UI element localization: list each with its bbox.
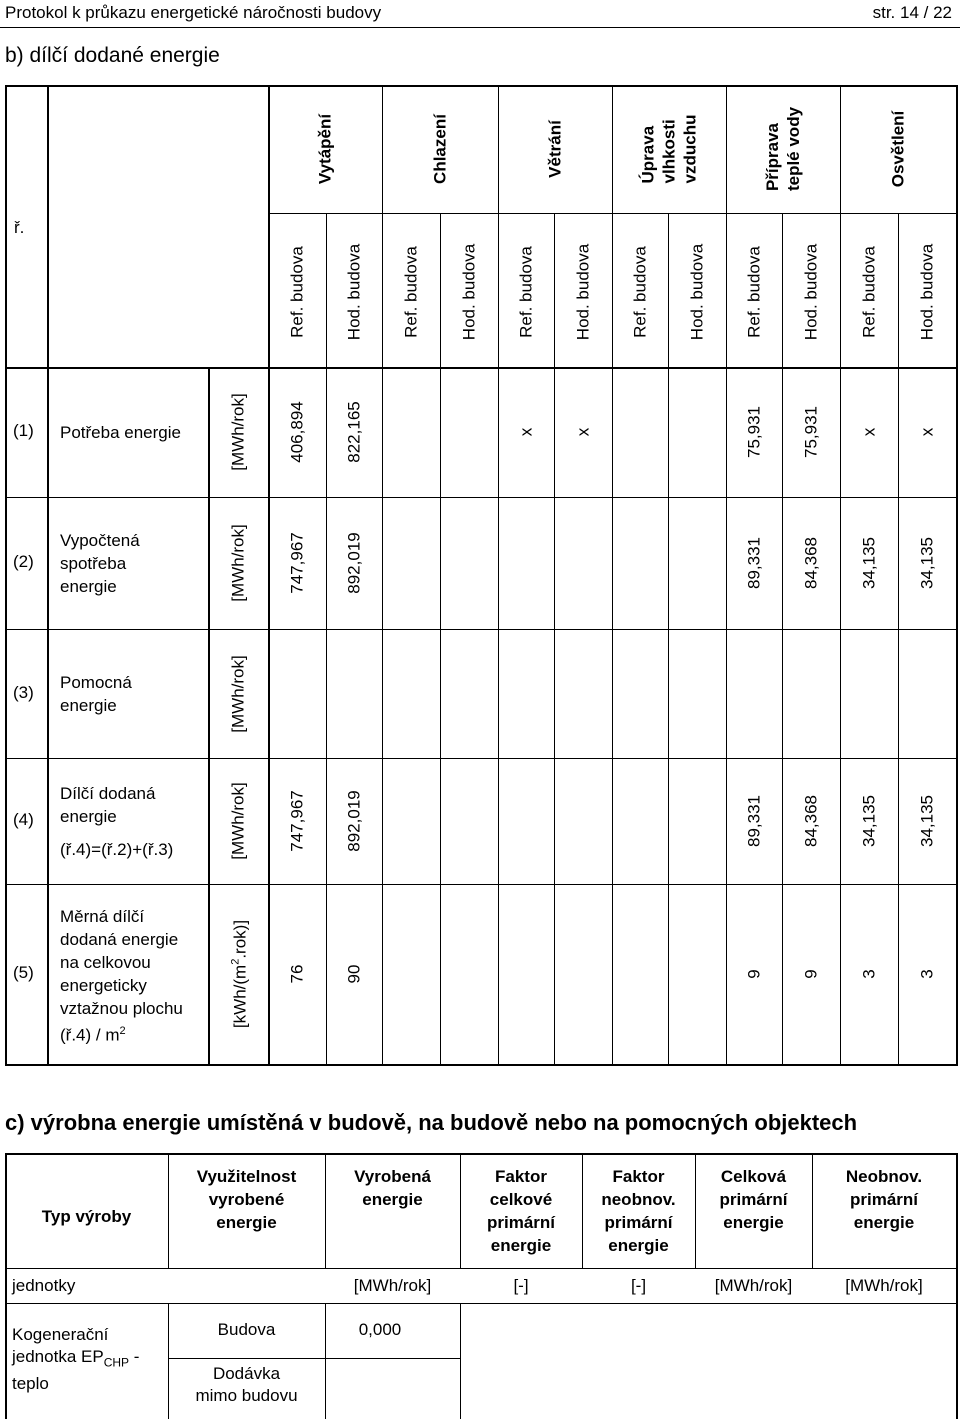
column-header: Faktor neobnov. primární energie [601, 1167, 676, 1255]
column-divider [726, 85, 727, 1064]
unit-cell: [-] [513, 1276, 529, 1295]
value-cell: x [573, 427, 593, 437]
row-divider [5, 758, 956, 759]
unit-cell: [MWh/rok] [845, 1276, 923, 1295]
table-border [5, 1153, 7, 1419]
row-divider [5, 497, 956, 498]
row-label: Potřeba energie [60, 422, 181, 442]
group-header-3: Větrání [545, 120, 565, 178]
value-cell: 34,135 [859, 795, 879, 847]
utilization-building: Budova [217, 1320, 276, 1339]
column-divider [382, 85, 383, 1064]
value-cell: 89,331 [744, 537, 764, 589]
section-b-title: b) dílčí dodané energie [5, 44, 220, 67]
row-label: Dílčí dodaná energie (ř.4)=(ř.2)+(ř.3) [60, 783, 174, 859]
group-header-4: Úprava vlhkosti vzduchu [638, 114, 700, 184]
subcolumn-header: Hod. budova [459, 243, 479, 341]
row-unit: [MWh/rok] [228, 782, 248, 860]
column-divider [898, 213, 899, 1064]
column-header: Faktor celkové primární energie [486, 1167, 556, 1255]
unit-cell: [MWh/rok] [714, 1276, 793, 1295]
group-header-6: Osvětlení [888, 110, 908, 188]
row-label: Pomocná energie [60, 672, 132, 715]
value-cell: 747,967 [287, 790, 307, 852]
value-cell: 34,135 [859, 537, 879, 589]
subcolumn-header: Ref. budova [859, 246, 879, 338]
row-header-label: ř. [14, 218, 25, 237]
subcolumn-header: Hod. budova [917, 243, 937, 341]
row-number: (3) [13, 682, 34, 702]
column-header: Vyrobená energie [354, 1167, 431, 1209]
row-number: (4) [13, 810, 34, 829]
value-cell: 9 [744, 969, 764, 979]
value-cell: 90 [344, 964, 364, 984]
value-cell: 34,135 [917, 795, 937, 847]
header-divider [0, 27, 960, 28]
section-c-title: c) výrobna energie umístěná v budově, na budově nebo na pomocných objektech [5, 1110, 858, 1135]
row-unit: [MWh/rok] [228, 393, 248, 471]
value-cell: 406,894 [287, 401, 307, 463]
row-number: (1) [13, 421, 34, 440]
unit-cell: [MWh/rok] [353, 1276, 432, 1295]
value-cell: 892,019 [344, 532, 364, 594]
unit-cell: [-] [630, 1276, 647, 1295]
document-title: Protokol k průkazu energetické náročnosti budovy [5, 3, 382, 22]
table-border [5, 1153, 956, 1155]
row-divider [5, 1268, 956, 1269]
value-cell: 3 [859, 969, 879, 979]
column-divider [326, 213, 327, 1064]
subcolumn-header: Ref. budova [287, 246, 307, 338]
column-header: Typ výroby [41, 1207, 132, 1226]
value-cell: 84,368 [801, 537, 821, 589]
table-border [956, 1153, 958, 1419]
row-number: (2) [13, 552, 34, 571]
value-cell: 822,165 [344, 401, 364, 463]
column-divider [612, 85, 613, 1064]
row-unit: [MWh/rok] [228, 524, 248, 602]
page-number: str. 14 / 22 [872, 3, 952, 22]
subcolumn-header: Ref. budova [401, 246, 421, 338]
group-header-5: Příprava teplé vody [763, 106, 803, 192]
column-divider [668, 213, 669, 1064]
row-number: (5) [13, 963, 34, 982]
value-cell: 892,019 [344, 790, 364, 852]
row-unit: $[kWh/(m^2.rok)]$ [229, 919, 250, 1029]
table-border [956, 85, 958, 1066]
table-border [5, 85, 7, 1064]
subcolumn-header: Ref. budova [516, 246, 536, 338]
value-cell: 89,331 [744, 795, 764, 847]
row-divider [268, 213, 956, 214]
row-divider [5, 629, 956, 630]
row-label: Vypočtená spotřeba energie [60, 530, 140, 596]
units-label: jednotky [12, 1276, 76, 1295]
column-divider [268, 85, 270, 1064]
column-divider [440, 213, 441, 1064]
value-cell: 9 [801, 969, 821, 979]
subcolumn-header: Hod. budova [687, 243, 707, 341]
value-cell: x [917, 427, 937, 437]
column-divider [47, 85, 49, 1064]
produced-energy-value: 0,000 [358, 1320, 402, 1339]
column-divider [460, 1303, 461, 1419]
value-cell: x [516, 427, 536, 437]
column-divider [554, 213, 555, 1064]
row-divider [5, 884, 956, 885]
row-divider [5, 1303, 956, 1304]
value-cell: 3 [917, 969, 937, 979]
table-border [5, 1064, 956, 1066]
value-cell: x [859, 427, 879, 437]
value-cell: 75,931 [744, 406, 764, 458]
column-divider [840, 85, 841, 1064]
subcolumn-header: Hod. budova [801, 243, 821, 341]
utilization-export: Dodávka mimo budovu [195, 1364, 298, 1405]
value-cell: 76 [287, 964, 307, 984]
group-header-1: Vytápění [315, 113, 335, 185]
column-divider [208, 367, 210, 1064]
column-divider [782, 213, 783, 1064]
value-cell: 84,368 [801, 795, 821, 847]
subcolumn-header: Hod. budova [344, 243, 364, 341]
column-header: Celková primární energie [719, 1167, 788, 1232]
column-header: Neobnov. primární energie [845, 1167, 923, 1232]
subcolumn-header: Hod. budova [573, 243, 593, 341]
row-divider [168, 1358, 460, 1359]
value-cell: 75,931 [801, 406, 821, 458]
column-header: Využitelnost vyrobené energie [196, 1167, 297, 1232]
value-cell: 747,967 [287, 532, 307, 594]
production-type: Kogenerační jednotka $EP_{CHP}$ - teplo [12, 1325, 140, 1394]
value-cell: 34,135 [917, 537, 937, 589]
column-divider [498, 85, 499, 1064]
row-label: Měrná dílčí dodaná energie na celkovou energeticky vztažnou plochu (ř.4) / $m^2$ [60, 907, 183, 1045]
table-border [5, 85, 956, 87]
subcolumn-header: Ref. budova [630, 246, 650, 338]
group-header-2: Chlazení [430, 114, 450, 184]
row-divider [5, 367, 956, 369]
subcolumn-header: Ref. budova [744, 246, 764, 338]
row-unit: [MWh/rok] [228, 654, 248, 733]
